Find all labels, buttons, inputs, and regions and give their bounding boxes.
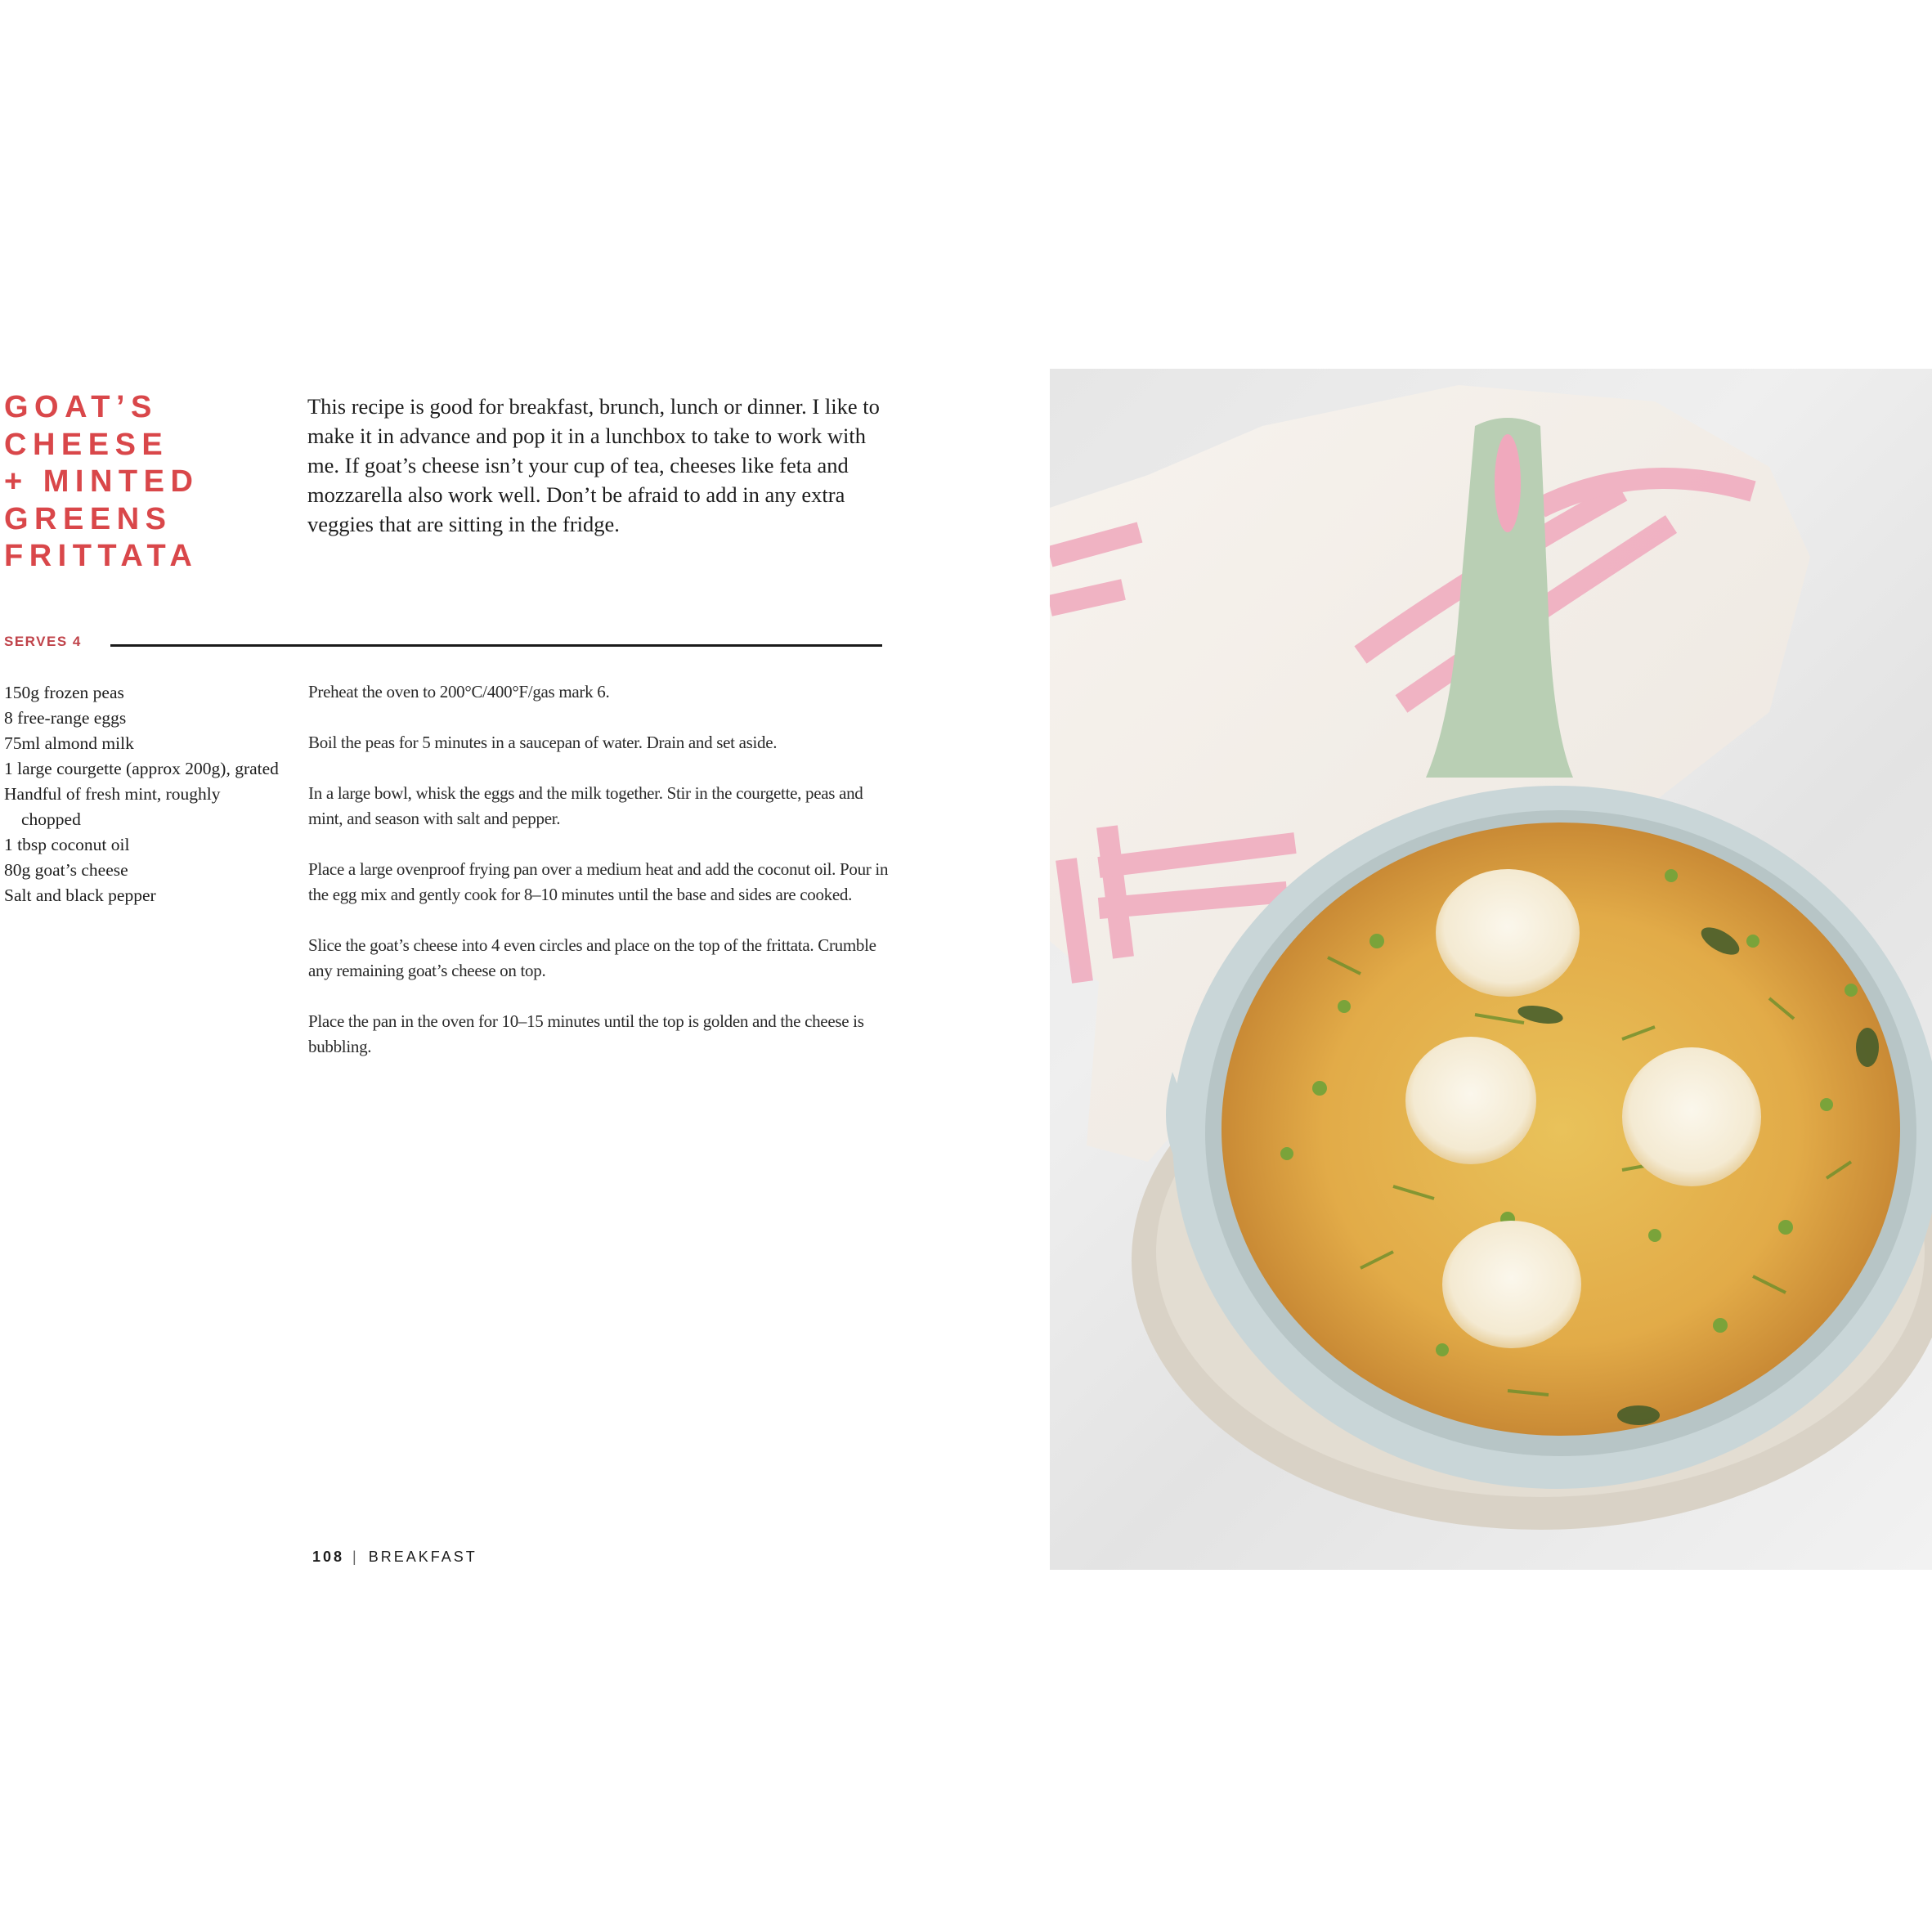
ingredient-item: Handful of fresh mint, roughly chopped <box>4 784 221 829</box>
recipe-intro: This recipe is good for breakfast, brunch, lunch or dinner. I like to make it in advance and pop it in a lunchbox to take to work with me. If goat’s cheese isn’t your cup of tea, cheeses like feta and mozzarella also work well. Don’t be afraid to add in any extra veggies that are sitting in the fridge. <box>307 394 880 536</box>
ingredient-item: 75ml almond milk <box>4 733 134 753</box>
method-step: Preheat the oven to 200°C/400°F/gas mark 6. <box>308 682 610 702</box>
ingredient-item: 1 tbsp coconut oil <box>4 835 130 854</box>
page-number: 108 <box>312 1549 345 1565</box>
page-footer <box>312 1549 477 1566</box>
ingredient-item: 1 large courgette (approx 200g), grated <box>4 759 279 778</box>
recipe-photo <box>1050 369 1932 1570</box>
section-name: BREAKFAST <box>368 1549 477 1565</box>
ingredients-list <box>4 680 282 908</box>
method-step: Place a large ovenproof frying pan over a medium heat and add the coconut oil. Pour in the egg mix and gently cook for 8–10 minutes until the base and sides are cooked. <box>308 859 889 904</box>
method-steps <box>308 679 897 1085</box>
ingredient-item: Salt and black pepper <box>4 885 156 905</box>
method-step: In a large bowl, whisk the eggs and the milk together. Stir in the courgette, peas and mint, and season with salt and pepper. <box>308 783 863 828</box>
serves-label: SERVES 4 <box>4 634 82 649</box>
title-line: + MINTED <box>4 464 199 499</box>
footer-separator: | <box>352 1549 359 1565</box>
title-line: GOAT’S <box>4 390 158 424</box>
ingredient-item: 150g frozen peas <box>4 683 124 702</box>
ingredient-item: 80g goat’s cheese <box>4 860 128 880</box>
method-step: Slice the goat’s cheese into 4 even circles and place on the top of the frittata. Crumble any remaining goat’s cheese on top. <box>308 935 876 980</box>
title-line: FRITTATA <box>4 539 199 573</box>
method-step: Place the pan in the oven for 10–15 minutes until the top is golden and the cheese is bubbling. <box>308 1011 864 1056</box>
title-line: GREENS <box>4 501 173 536</box>
section-divider <box>110 644 882 647</box>
handle-hole <box>1495 434 1521 532</box>
recipe-title <box>4 389 199 576</box>
ingredient-item: 8 free-range eggs <box>4 708 127 728</box>
method-step: Boil the peas for 5 minutes in a saucepan of water. Drain and set aside. <box>308 733 778 752</box>
frittata-illustration <box>1050 369 1932 1570</box>
title-line: CHEESE <box>4 427 169 462</box>
